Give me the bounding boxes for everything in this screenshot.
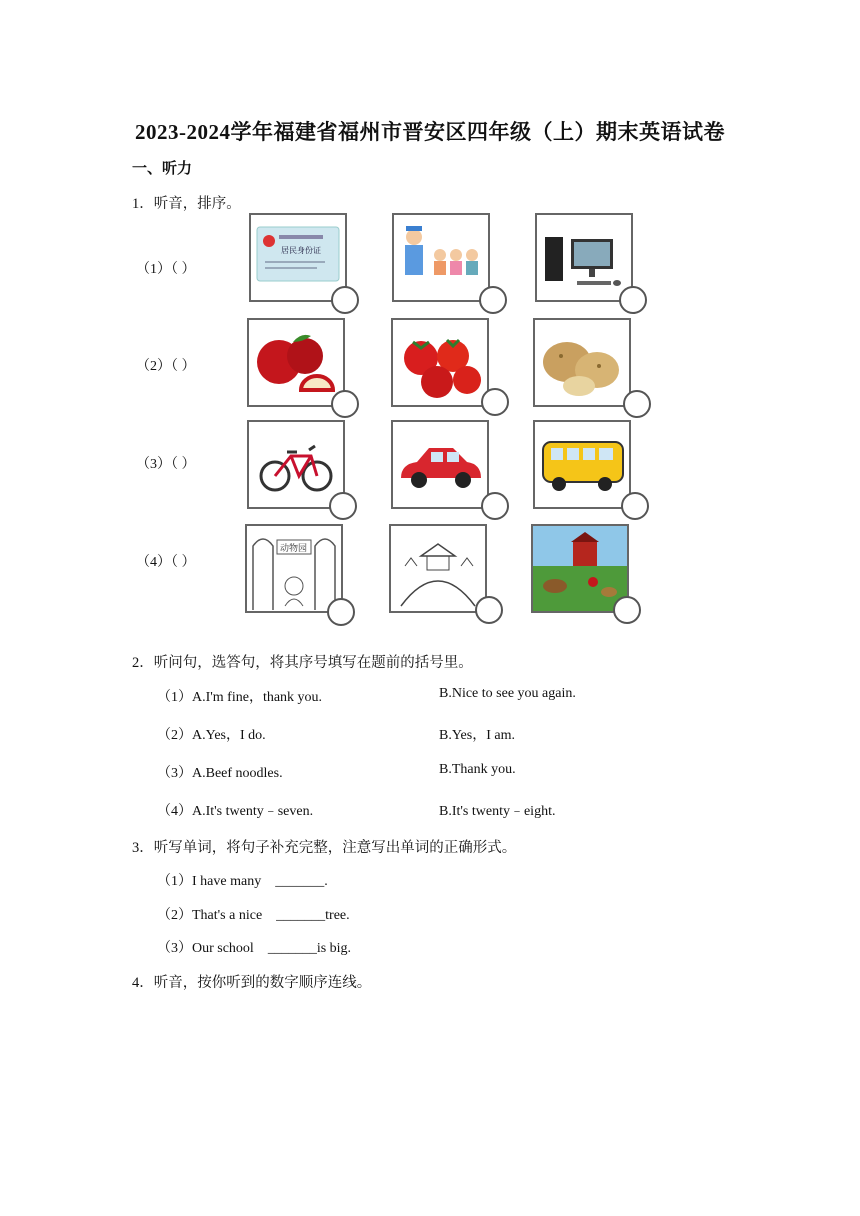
q1-row2-answer-blank[interactable]: （2）（ ） <box>136 359 196 374</box>
q1-row1-pic2-circle[interactable] <box>479 286 507 314</box>
zoo-sign: 动物园 <box>280 544 308 554</box>
q2-item3-option-a: （3）A.Beef noodles. <box>157 766 283 781</box>
page-title: 2023-2024学年福建省福州市晋安区四年级（上）期末英语试卷 <box>135 120 725 144</box>
teacher-students-icon <box>394 215 488 300</box>
q1-row4-pic2-circle[interactable] <box>475 596 503 624</box>
q1-row3-answer-blank[interactable]: （3）（ ） <box>136 457 196 472</box>
farm-icon <box>533 526 627 611</box>
school-bus-icon <box>535 422 629 507</box>
teacher-students-picture <box>392 213 490 302</box>
q2-item4-option-b: B.It's twenty﹣eight. <box>439 804 556 819</box>
question-2-prompt: 2．听问句，选答句，将其序号填写在题前的括号里。 <box>132 655 473 671</box>
car-picture <box>391 420 489 509</box>
q1-row4-pic3-circle[interactable] <box>613 596 641 624</box>
q2-item3-option-b: B.Thank you. <box>439 762 516 777</box>
zoo-gate-icon <box>247 526 341 611</box>
bike-picture <box>247 420 345 509</box>
zoo-gate-picture <box>245 524 343 613</box>
id-card-title: 居民身份证 <box>281 246 321 255</box>
q1-row2-pic2-circle[interactable] <box>481 388 509 416</box>
car-icon <box>393 422 487 507</box>
q1-row1-pic3-circle[interactable] <box>619 286 647 314</box>
q1-row2-pic3-circle[interactable] <box>623 390 651 418</box>
bike-icon <box>249 422 343 507</box>
apple-icon <box>249 320 343 405</box>
potato-picture <box>533 318 631 407</box>
q1-row3-pic1-circle[interactable] <box>329 492 357 520</box>
school-bus-picture <box>533 420 631 509</box>
q1-row3-pic3-circle[interactable] <box>621 492 649 520</box>
apple-picture <box>247 318 345 407</box>
q2-item1-option-a: （1）A.I'm fine，thank you. <box>157 690 323 705</box>
q1-row1-pic1-circle[interactable] <box>331 286 359 314</box>
q1-row3-pic2-circle[interactable] <box>481 492 509 520</box>
q3-item3-sentence[interactable]: （3）Our school _______is big. <box>157 941 352 956</box>
section-heading-listening: 一、听力 <box>132 161 193 177</box>
q2-item2-option-b: B.Yes，I am. <box>439 728 515 743</box>
q1-row1-answer-blank[interactable]: （1）（ ） <box>136 262 196 277</box>
computer-picture <box>535 213 633 302</box>
id-card-icon <box>251 215 345 300</box>
q1-row4-answer-blank[interactable]: （4）（ ） <box>136 555 196 570</box>
potato-icon <box>535 320 629 405</box>
tomato-picture <box>391 318 489 407</box>
question-4-prompt: 4．听音，按你听到的数字顺序连线。 <box>132 975 372 991</box>
question-1-prompt: 1．听音，排序。 <box>132 196 241 212</box>
q2-item2-option-a: （2）A.Yes，I do. <box>157 728 266 743</box>
q3-item2-sentence[interactable]: （2）That's a nice _______tree. <box>157 908 350 923</box>
q2-item1-option-b: B.Nice to see you again. <box>439 686 576 701</box>
id-card-picture <box>249 213 347 302</box>
pavilion-picture <box>389 524 487 613</box>
farm-picture <box>531 524 629 613</box>
pavilion-icon <box>391 526 485 611</box>
q1-row4-pic1-circle[interactable] <box>327 598 355 626</box>
question-3-prompt: 3．听写单词，将句子补充完整，注意写出单词的正确形式。 <box>132 840 517 856</box>
q2-item4-option-a: （4）A.It's twenty﹣seven. <box>157 804 314 819</box>
q3-item1-sentence[interactable]: （1）I have many _______. <box>157 874 328 889</box>
tomato-icon <box>393 320 487 405</box>
q1-row2-pic1-circle[interactable] <box>331 390 359 418</box>
computer-icon <box>537 215 631 300</box>
